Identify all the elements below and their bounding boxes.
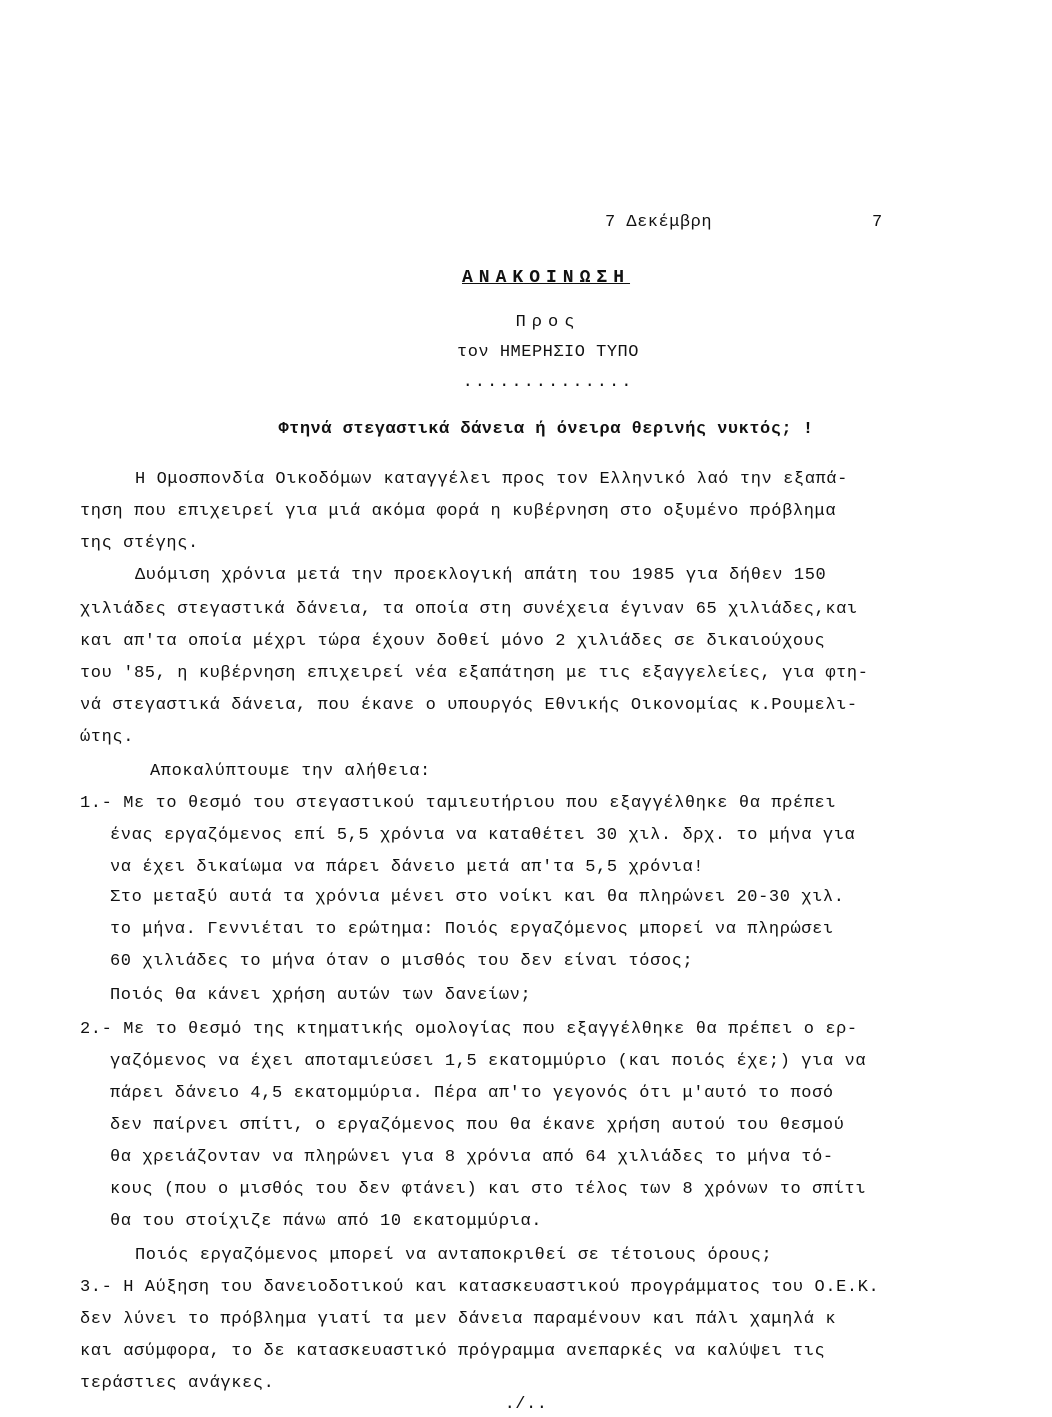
body-line: 3.- Η Αύξηση του δανειοδοτικού και κατασκευαστικού προγράμματος του Ο.Ε.Κ. [80, 1278, 880, 1297]
continuation-mark: ./.. [504, 1395, 548, 1414]
body-line: πάρει δάνειο 4,5 εκατομμύρια. Πέρα απ'το γεγονός ότι μ'αυτό το ποσό [110, 1084, 834, 1103]
recipient-prefix: Προς [515, 313, 581, 332]
page-number: 7 [872, 213, 883, 232]
body-line: Η Ομοσπονδία Οικοδόμων καταγγέλει προς τον Ελληνικό λαό την εξαπά- [135, 470, 848, 489]
body-line: νά στεγαστικά δάνεια, που έκανε ο υπουργός Εθνικής Οικονομίας κ.Ρουμελι- [80, 696, 858, 715]
document-title: ΑΝΑΚΟΙΝΩΣΗ [461, 268, 631, 288]
body-line: κους (που ο μισθός του δεν φτάνει) και στο τέλος των 8 χρόνων το σπίτι [110, 1180, 867, 1199]
body-line: δεν λύνει το πρόβλημα γιατί τα μεν δάνεια παραμένουν και πάλι χαμηλά κ [80, 1310, 837, 1329]
body-line: χιλιάδες στεγαστικά δάνεια, τα οποία στη συνέχεια έγιναν 65 χιλιάδες,και [80, 600, 858, 619]
recipient: τον ΗΜΕΡΗΣΙΟ ΤΥΠΟ [457, 343, 639, 362]
body-line: 60 χιλιάδες το μήνα όταν ο μισθός του δεν είναι τόσος; [110, 952, 694, 971]
body-line: ώτης. [80, 728, 135, 747]
document-heading: Φτηνά στεγαστικά δάνεια ή όνειρα θερινής νυκτός; ! [278, 420, 814, 439]
body-line: και απ'τα οποία μέχρι τώρα έχουν δοθεί μόνο 2 χιλιάδες σε δικαιούχους [80, 632, 826, 651]
body-line: Αποκαλύπτουμε την αλήθεια: [150, 762, 431, 781]
body-line: θα χρειάζονταν να πληρώνει για 8 χρόνια από 64 χιλιάδες το μήνα τό- [110, 1148, 834, 1167]
body-line: και ασύμφορα, το δε κατασκευαστικό πρόγραμμα ανεπαρκές να καλύψει τις [80, 1342, 826, 1361]
body-line: δεν παίρνει σπίτι, ο εργαζόμενος που θα έκανε χρήση αυτού του θεσμού [110, 1116, 845, 1135]
separator: .............. [462, 373, 634, 392]
body-line: Ποιός θα κάνει χρήση αυτών των δανείων; [110, 986, 532, 1005]
body-line: Ποιός εργαζόμενος μπορεί να ανταποκριθεί σε τέτοιους όρους; [135, 1246, 773, 1265]
body-line: να έχει δικαίωμα να πάρει δάνειο μετά απ'τα 5,5 χρόνια! [110, 858, 705, 877]
body-line: θα του στοίχιζε πάνω από 10 εκατομμύρια. [110, 1212, 543, 1231]
body-line: 2.- Με το θεσμό της κτηματικής ομολογίας που εξαγγέλθηκε θα πρέπει ο ερ- [80, 1020, 858, 1039]
body-line: του '85, η κυβέρνηση επιχειρεί νέα εξαπάτηση με τις εξαγγελείες, για φτη- [80, 664, 869, 683]
body-line: γαζόμενος να έχει αποταμιεύσει 1,5 εκατομμύριο (και ποιός έχε;) για να [110, 1052, 867, 1071]
body-line: Δυόμιση χρόνια μετά την προεκλογική απάτη του 1985 για δήθεν 150 [135, 566, 827, 585]
body-line: τεράστιες ανάγκες. [80, 1374, 275, 1393]
body-line: Στο μεταξύ αυτά τα χρόνια μένει στο νοίκι και θα πληρώνει 20-30 χιλ. [110, 888, 845, 907]
date: 7 Δεκέμβρη [605, 213, 713, 232]
body-line: το μήνα. Γεννιέται το ερώτημα: Ποιός εργαζόμενος μπορεί να πληρώσει [110, 920, 834, 939]
body-line: ένας εργαζόμενος επί 5,5 χρόνια να καταθέτει 30 χιλ. δρχ. το μήνα για [110, 826, 856, 845]
body-line: της στέγης. [80, 534, 199, 553]
body-line: 1.- Με το θεσμό του στεγαστικού ταμιευτήριου που εξαγγέλθηκε θα πρέπει [80, 794, 837, 813]
body-line: τηση που επιχειρεί για μιά ακόμα φορά η κυβέρνηση στο οξυμένο πρόβλημα [80, 502, 837, 521]
